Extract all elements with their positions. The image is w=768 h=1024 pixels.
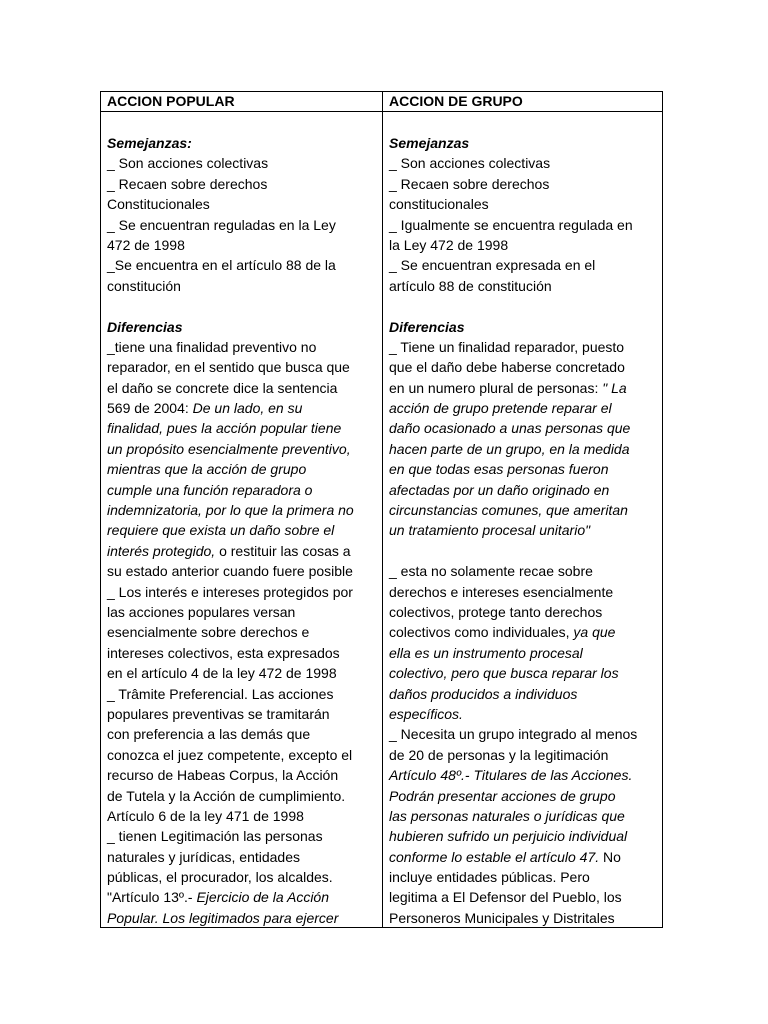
diferencias-line xyxy=(107,378,376,398)
semejanzas-heading: Semejanzas xyxy=(389,135,470,151)
semejanzas-line: _ Son acciones colectivas xyxy=(389,155,551,172)
italic-quote-run: colectivo, pero que busca reparar los xyxy=(389,665,619,682)
italic-quote-run: Artículo 48º.- Titulares de las Acciones. xyxy=(389,767,633,784)
text-run: _ Necesita un grupo integrado al menos xyxy=(389,726,638,743)
italic-quote-run: mientras que la acción de grupo xyxy=(107,461,307,478)
table-header-row xyxy=(101,92,662,112)
diferencias-line xyxy=(389,745,656,765)
italic-quote-run: acción de grupo pretende reparar el xyxy=(389,400,612,417)
diferencias-line xyxy=(107,541,376,561)
diferencias-line xyxy=(389,867,656,887)
semejanzas-line: _Se encuentra en el artículo 88 de la xyxy=(107,257,336,274)
text-run: su estado anterior cuando fuere posible xyxy=(107,563,353,580)
diferencias-line xyxy=(107,704,376,724)
semejanzas-line: _ Son acciones colectivas xyxy=(107,155,269,172)
text-run: el daño se concrete dice la sentencia xyxy=(107,379,338,396)
text-run: _ Tiene un finalidad reparador, puesto xyxy=(389,338,625,355)
comparison-table xyxy=(100,91,663,928)
diferencias-line xyxy=(389,500,656,520)
diferencias-line xyxy=(107,724,376,744)
italic-quote-run: cumple una función reparadora o xyxy=(107,481,313,498)
text-run: las acciones populares versan xyxy=(107,603,296,620)
text-run: recurso de Habeas Corpus, la Acción xyxy=(107,767,339,784)
text-run: incluye entidades públicas. Pero xyxy=(389,869,590,886)
text-run: colectivos, protege tanto derechos xyxy=(389,603,603,620)
text-run: naturales y jurídicas, entidades xyxy=(107,848,300,865)
text-run: conozca el juez competente, excepto el xyxy=(107,746,353,763)
diferencias-line xyxy=(389,643,656,663)
text-run: No xyxy=(599,848,621,865)
text-run: con preferencia a las demás que xyxy=(107,726,311,743)
diferencias-line xyxy=(107,806,376,826)
diferencias-heading: Diferencias xyxy=(107,318,183,335)
italic-quote-run: daño ocasionado a unas personas que xyxy=(389,420,631,437)
semejanzas-line: _ Igualmente se encuentra regulada en xyxy=(389,216,633,233)
diferencias-line xyxy=(389,786,656,806)
diferencias-line xyxy=(389,847,656,867)
diferencias-line xyxy=(389,806,656,826)
diferencias-line xyxy=(107,887,376,907)
diferencias-line xyxy=(389,622,656,642)
italic-quote-run: ya que xyxy=(573,624,616,641)
italic-quote-run: Popular. Los legitimados para ejercer xyxy=(107,909,339,926)
semejanzas-line: 472 de 1998 xyxy=(107,236,185,253)
italic-quote-run: requiere que exista un daño sobre el xyxy=(107,522,335,539)
text-run: _ esta no solamente recae sobre xyxy=(389,563,593,580)
diferencias-line xyxy=(107,826,376,846)
italic-quote-run: " La xyxy=(602,379,627,396)
text-run: esencialmente sobre derechos e xyxy=(107,624,310,641)
italic-quote-run: Podrán presentar acciones de grupo xyxy=(389,787,616,804)
diferencias-line xyxy=(107,663,376,683)
italic-quote-run: ella es un instrumento procesal xyxy=(389,644,583,661)
text-run: en un numero plural de personas: xyxy=(389,379,603,396)
diferencias-heading: Diferencias xyxy=(389,318,465,335)
diferencias-line xyxy=(107,480,376,500)
column-accion-popular xyxy=(101,112,383,927)
diferencias-line xyxy=(389,398,656,418)
italic-quote-run: De un lado, en su xyxy=(192,400,303,417)
diferencias-line xyxy=(107,867,376,887)
diferencias-line xyxy=(107,643,376,663)
diferencias-line xyxy=(107,847,376,867)
diferencias-line xyxy=(107,684,376,704)
diferencias-line xyxy=(107,561,376,581)
diferencias-line xyxy=(389,378,656,398)
diferencias-line xyxy=(389,459,656,479)
diferencias-line xyxy=(389,765,656,785)
diferencias-line xyxy=(107,602,376,622)
diferencias-line xyxy=(107,745,376,765)
diferencias-line xyxy=(389,663,656,683)
text-run: públicas, el procurador, los alcaldes. xyxy=(107,869,333,886)
text-run: _tiene una finalidad preventivo no xyxy=(107,338,317,355)
semejanzas-line: Constitucionales xyxy=(107,196,210,213)
diferencias-line xyxy=(389,418,656,438)
text-run: "Artículo 13º.- xyxy=(107,889,197,906)
text-run: intereses colectivos, esta expresados xyxy=(107,644,340,661)
text-run: derechos e intereses esencialmente xyxy=(389,583,614,600)
diferencias-line xyxy=(389,724,656,744)
text-run: _ Los interés e intereses protegidos por xyxy=(107,583,353,600)
paragraph-gap xyxy=(107,296,376,316)
semejanzas-line: _ Recaen sobre derechos xyxy=(389,175,550,192)
text-run: Personeros Municipales y Distritales xyxy=(389,909,615,926)
semejanzas-line: constitucionales xyxy=(389,196,489,213)
text-run: de Tutela y la Acción de cumplimiento. xyxy=(107,787,346,804)
text-run: o restituir las cosas a xyxy=(215,542,351,559)
text-run: que el daño debe haberse concretado xyxy=(389,359,625,376)
italic-quote-run: en que todas esas personas fueron xyxy=(389,461,609,478)
diferencias-line xyxy=(389,684,656,704)
semejanzas-line: constitución xyxy=(107,277,181,294)
italic-quote-run: conforme lo estable el artículo 47. xyxy=(389,848,600,865)
italic-quote-run: finalidad, pues la acción popular tiene xyxy=(107,420,342,437)
header-accion-popular: ACCION POPULAR xyxy=(101,92,383,111)
text-run: reparador, en el sentido que busca que xyxy=(107,359,350,376)
semejanzas-line: _ Se encuentran reguladas en la Ley xyxy=(107,216,336,233)
semejanzas-line: _ Se encuentran expresada en el xyxy=(389,257,596,274)
italic-quote-run: específicos. xyxy=(389,705,463,722)
diferencias-line xyxy=(107,582,376,602)
text-run: _ Trâmite Preferencial. Las acciones xyxy=(107,685,334,702)
italic-quote-run: hacen parte de un grupo, en la medida xyxy=(389,440,630,457)
italic-quote-run: afectadas por un daño originado en xyxy=(389,481,610,498)
text-run: colectivos como individuales, xyxy=(389,624,574,641)
diferencias-line xyxy=(107,622,376,642)
semejanzas-line: artículo 88 de constitución xyxy=(389,277,552,294)
diferencias-line xyxy=(107,765,376,785)
diferencias-line xyxy=(389,357,656,377)
text-run: Artículo 6 de la ley 471 de 1998 xyxy=(107,807,304,824)
diferencias-line xyxy=(107,398,376,418)
diferencias-line xyxy=(107,418,376,438)
diferencias-line xyxy=(107,520,376,540)
text-run: populares preventivas se tramitarán xyxy=(107,705,330,722)
semejanzas-line: _ Recaen sobre derechos xyxy=(107,175,268,192)
diferencias-line xyxy=(389,337,656,357)
diferencias-line xyxy=(389,520,656,540)
diferencias-line xyxy=(107,439,376,459)
semejanzas-heading: Semejanzas: xyxy=(107,135,192,151)
italic-quote-run: las personas naturales o jurídicas que xyxy=(389,807,625,824)
text-run: 569 de 2004: xyxy=(107,400,193,417)
diferencias-line xyxy=(389,704,656,724)
semejanzas-line: la Ley 472 de 1998 xyxy=(389,236,509,253)
italic-quote-run: circunstancias comunes, que ameritan xyxy=(389,502,628,519)
diferencias-line xyxy=(107,786,376,806)
italic-quote-run: un tratamiento procesal unitario" xyxy=(389,522,591,539)
diferencias-line xyxy=(107,500,376,520)
diferencias-line xyxy=(389,602,656,622)
text-run: _ tienen Legitimación las personas xyxy=(107,828,323,845)
italic-quote-run: daños producidos a individuos xyxy=(389,685,578,702)
diferencias-line xyxy=(389,582,656,602)
paragraph-gap xyxy=(389,296,656,316)
diferencias-line xyxy=(389,908,656,927)
italic-quote-run: un propósito esencialmente preventivo, xyxy=(107,440,351,457)
italic-quote-run: indemnizatoria, por lo que la primera no xyxy=(107,502,354,519)
diferencias-line xyxy=(389,439,656,459)
diferencias-line xyxy=(389,826,656,846)
text-run: en el artículo 4 de la ley 472 de 1998 xyxy=(107,665,337,682)
italic-quote-run: hubieren sufrido un perjuicio individual xyxy=(389,828,628,845)
paragraph-gap xyxy=(389,541,656,561)
text-run: legitima a El Defensor del Pueblo, los xyxy=(389,889,622,906)
italic-quote-run: Ejercicio de la Acción xyxy=(196,889,329,906)
text-run: de 20 de personas y la legitimación xyxy=(389,746,609,763)
header-accion-de-grupo: ACCION DE GRUPO xyxy=(389,93,523,109)
table-body-row xyxy=(101,112,662,927)
column-accion-de-grupo xyxy=(383,112,662,927)
diferencias-line xyxy=(107,908,376,927)
diferencias-line xyxy=(107,337,376,357)
diferencias-line xyxy=(107,357,376,377)
diferencias-line xyxy=(389,480,656,500)
diferencias-line xyxy=(107,459,376,479)
diferencias-line xyxy=(389,561,656,581)
italic-quote-run: interés protegido, xyxy=(107,542,216,559)
diferencias-line xyxy=(389,887,656,907)
